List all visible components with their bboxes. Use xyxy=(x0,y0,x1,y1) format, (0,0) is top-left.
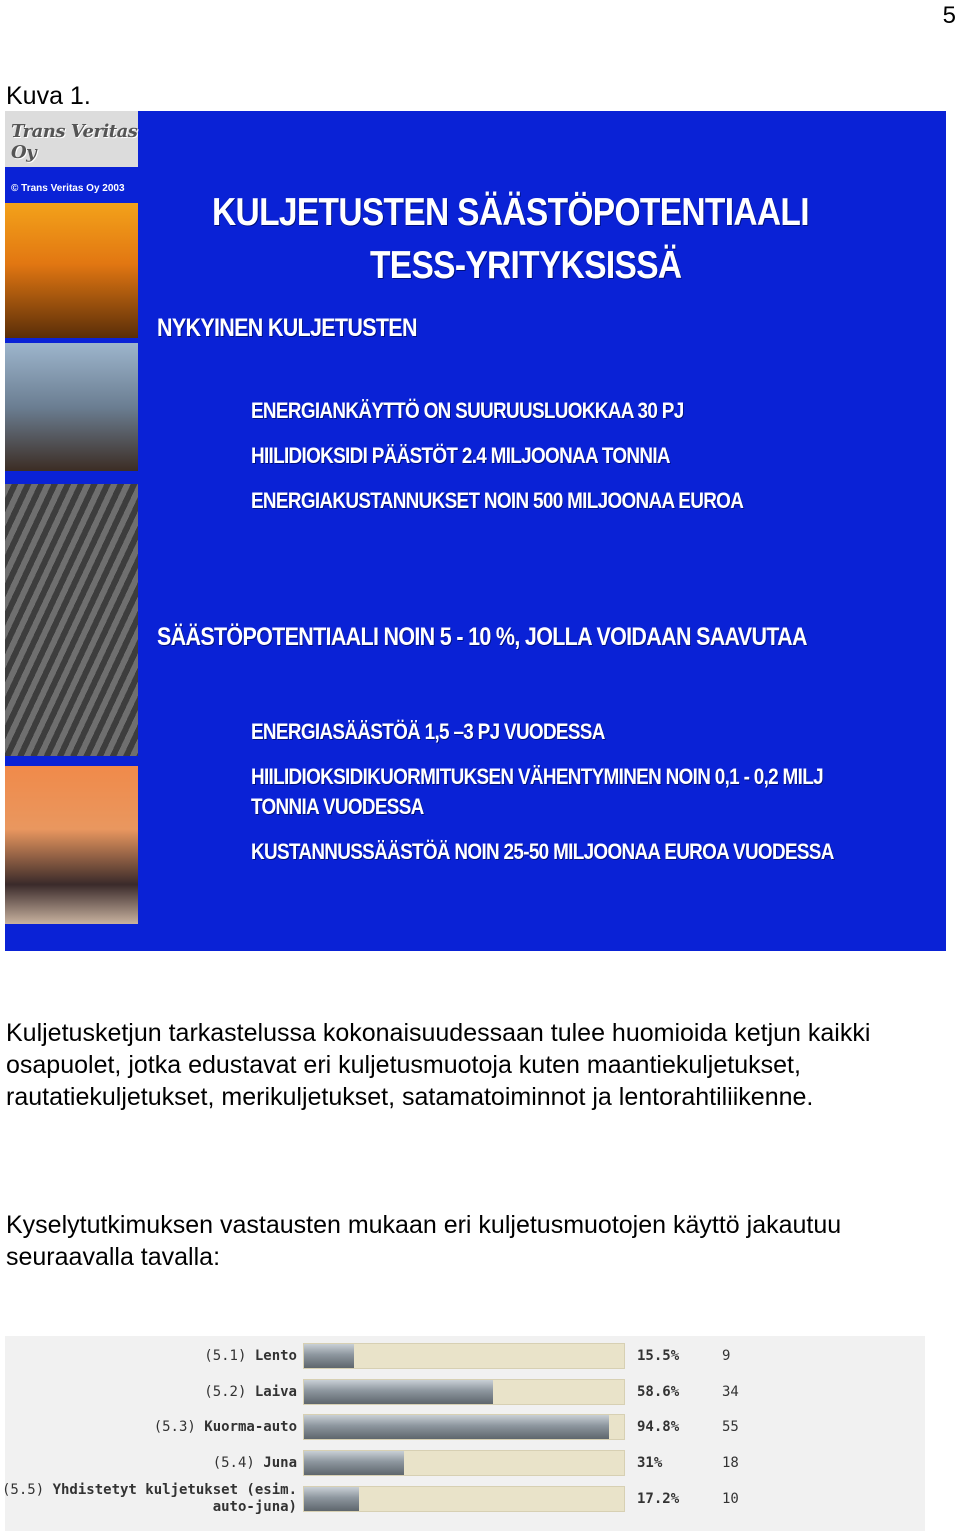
bridge-photo xyxy=(5,203,138,338)
count-label: 55 xyxy=(722,1419,739,1435)
slide-heading-savings: SÄÄSTÖPOTENTIAALI NOIN 5 - 10 %, JOLLA VOIDAAN SAAVUTAA xyxy=(157,623,807,651)
figure-caption: Kuva 1. xyxy=(6,82,91,110)
slide-title-line-1: KULJETUSTEN SÄÄSTÖPOTENTIAALI xyxy=(212,191,809,234)
bar-track xyxy=(303,1414,625,1440)
bar-track xyxy=(303,1343,625,1369)
bar xyxy=(304,1451,404,1475)
slide-heading-current: NYKYINEN KULJETUSTEN xyxy=(157,314,417,342)
chart-row xyxy=(5,1447,925,1481)
logo-text: Trans Veritas Oy xyxy=(11,121,138,163)
bar xyxy=(304,1344,354,1368)
bar xyxy=(304,1415,609,1439)
count-label: 10 xyxy=(722,1491,739,1507)
percent-label: 15.5% xyxy=(637,1348,680,1364)
percent-label: 58.6% xyxy=(637,1384,680,1400)
presentation-slide xyxy=(5,111,946,951)
body-paragraph-1: Kuljetusketjun tarkastelussa kokonaisuudessaan tulee huomioida ketjun kaikki osapuolet, jotka edustavat eri kuljetusmuotoja kuten maantiekuljetukset, rautatiekuljetukset, merikuljetukset, satamatoiminnot ja lentorahtiliikenne. xyxy=(6,1019,871,1111)
page-number: 5 xyxy=(942,2,956,29)
bar-track xyxy=(303,1450,625,1476)
company-logo xyxy=(5,111,138,167)
slide-line-energy-costs: ENERGIAKUSTANNUKSET NOIN 500 MILJOONAA EUROA xyxy=(251,488,744,513)
slide-line-co2: HIILIDIOKSIDI PÄÄSTÖT 2.4 MILJOONAA TONNIA xyxy=(251,443,670,468)
body-paragraph-2: Kyselytutkimuksen vastausten mukaan eri kuljetusmuotojen käyttö jakautuu seuraavalla tavalla: xyxy=(6,1211,842,1271)
chart-row xyxy=(5,1376,925,1410)
slide-title-line-2: TESS-YRITYKSISSÄ xyxy=(370,244,682,287)
chart-row xyxy=(5,1340,925,1374)
category-label-line-2: auto-juna) xyxy=(212,1499,297,1515)
percent-label: 31% xyxy=(637,1455,663,1471)
chart-row xyxy=(5,1411,925,1445)
slide-line-energy-use: ENERGIANKÄYTTÖ ON SUURUUSLUOKKAA 30 PJ xyxy=(251,398,684,423)
ship-sunset-photo xyxy=(5,766,138,924)
copyright-notice: © Trans Veritas Oy 2003 xyxy=(11,183,125,194)
category-label-line-1: (5.5) Yhdistetyt kuljetukset (esim. xyxy=(1,1482,297,1498)
bar-track xyxy=(303,1379,625,1405)
category-label xyxy=(2,1482,297,1516)
photo-strip xyxy=(5,111,138,951)
bar xyxy=(304,1487,359,1511)
percent-label: 17.2% xyxy=(637,1491,680,1507)
bar xyxy=(304,1380,493,1404)
slide-line-cost-savings: KUSTANNUSSÄÄSTÖÄ NOIN 25-50 MILJOONAA EUROA VUODESSA xyxy=(251,839,834,864)
percent-label: 94.8% xyxy=(637,1419,680,1435)
category-label: (5.3) Kuorma-auto xyxy=(153,1419,297,1435)
slide-line-co2-reduction-cont: TONNIA VUODESSA xyxy=(251,794,424,819)
category-label: (5.2) Laiva xyxy=(204,1384,297,1400)
slide-line-co2-reduction: HIILIDIOKSIDIKUORMITUKSEN VÄHENTYMINEN NOIN 0,1 - 0,2 MILJ xyxy=(251,764,823,789)
container-crane-photo xyxy=(5,343,138,471)
category-label: (5.4) Juna xyxy=(212,1455,297,1471)
transport-mode-bar-chart xyxy=(1,1336,925,1531)
slide-line-energy-savings: ENERGIASÄÄSTÖÄ 1,5 –3 PJ VUODESSA xyxy=(251,719,605,744)
count-label: 18 xyxy=(722,1455,739,1471)
category-label: (5.1) Lento xyxy=(204,1348,297,1364)
bar-track xyxy=(303,1486,625,1512)
count-label: 34 xyxy=(722,1384,739,1400)
railway-tracks-photo xyxy=(5,484,138,756)
count-label: 9 xyxy=(722,1348,731,1364)
chart-row xyxy=(1,1482,925,1517)
